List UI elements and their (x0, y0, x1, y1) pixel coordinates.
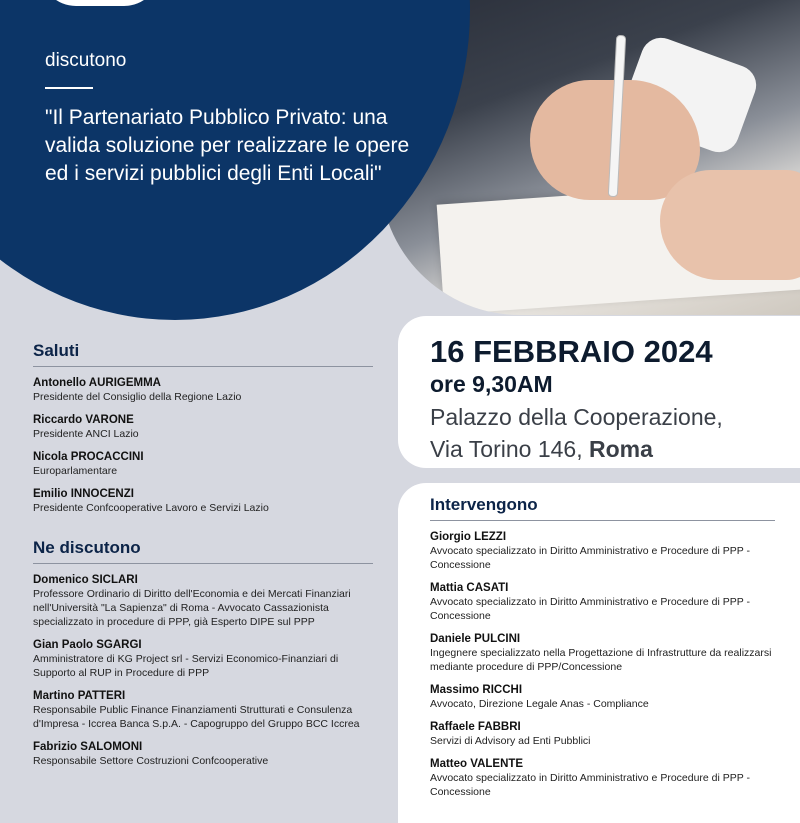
person-name: Matteo VALENTE (430, 758, 524, 770)
person-name: Daniele PULCINI (430, 633, 521, 645)
person-entry (430, 632, 775, 674)
resting-hand (660, 170, 800, 280)
person-name: Emilio INNOCENZI (33, 488, 134, 500)
address-street: Via Torino 146, (430, 436, 583, 462)
person-entry (33, 573, 373, 629)
left-column (33, 341, 373, 777)
divider (33, 563, 373, 564)
intervengono-heading: Intervengono (430, 495, 538, 514)
kicker-text: discutono (45, 50, 127, 71)
event-time: ore 9,30AM (430, 371, 553, 397)
ne-discutono-list (33, 573, 373, 768)
saluti-heading: Saluti (33, 341, 80, 360)
person-role: Presidente Confcooperative Lavoro e Servizi Lazio (33, 502, 269, 514)
person-name: Gian Paolo SGARGI (33, 639, 142, 651)
person-role: Servizi di Advisory ad Enti Pubblici (430, 735, 591, 747)
person-role: Europarlamentare (33, 465, 118, 477)
person-entry (430, 720, 775, 748)
person-entry (430, 581, 775, 623)
person-name: Mattia CASATI (430, 582, 509, 594)
address-city: Roma (589, 436, 653, 462)
person-name: Raffaele FABBRI (430, 721, 521, 733)
saluti-list (33, 376, 373, 515)
person-entry (33, 413, 373, 441)
divider (33, 366, 373, 367)
right-column (430, 495, 775, 808)
person-name: Nicola PROCACCINI (33, 451, 144, 463)
person-name: Fabrizio SALOMONI (33, 741, 143, 753)
event-title: "Il Partenariato Pubblico Privato: una valida soluzione per realizzare le opere ed i servizi pubblici degli Enti Locali" (45, 106, 410, 185)
person-role: Avvocato, Direzione Legale Anas - Compliance (430, 698, 649, 710)
person-role: Avvocato specializzato in Diritto Amministrativo e Procedure di PPP - Concessione (430, 596, 750, 622)
event-venue: Palazzo della Cooperazione, (430, 404, 723, 430)
person-name: Martino PATTERI (33, 690, 126, 702)
person-role: Responsabile Public Finance Finanziamenti Strutturati e Consulenza d'Impresa - Iccrea Banca S.p.A. - Capogruppo del Gruppo BCC Iccrea (33, 704, 360, 730)
person-role: Amministratore di KG Project srl - Servizi Economico-Finanziari di Supporto al RUP in Procedure di PPP (33, 653, 339, 679)
person-entry (33, 376, 373, 404)
person-name: Domenico SICLARI (33, 574, 138, 586)
person-name: Riccardo VARONE (33, 414, 134, 426)
person-name: Antonello AURIGEMMA (33, 377, 161, 389)
person-entry (430, 530, 775, 572)
person-entry (33, 740, 373, 768)
person-entry (430, 683, 775, 711)
person-role: Avvocato specializzato in Diritto Amministrativo e Procedure di PPP - Concessione (430, 545, 750, 571)
event-address (430, 436, 653, 463)
person-entry (33, 487, 373, 515)
person-role: Avvocato specializzato in Diritto Amministrativo e Procedure di PPP - Concessione (430, 772, 750, 798)
divider (430, 520, 775, 521)
person-entry (33, 689, 373, 731)
person-role: Ingegnere specializzato nella Progettazione di Infrastrutture da realizzarsi mediante procedure di PPP/Concessione (430, 647, 772, 673)
ne-discutono-heading: Ne discutono (33, 538, 141, 557)
person-role: Responsabile Settore Costruzioni Confcooperative (33, 755, 269, 767)
person-entry (33, 638, 373, 680)
person-role: Presidente del Consiglio della Regione Lazio (33, 391, 242, 403)
person-entry (33, 450, 373, 478)
kicker-underline (45, 87, 93, 89)
event-date: 16 FEBBRAIO 2024 (430, 334, 713, 369)
person-name: Massimo RICCHI (430, 684, 523, 696)
person-name: Giorgio LEZZI (430, 531, 507, 543)
intervengono-list (430, 530, 775, 799)
person-role: Professore Ordinario di Diritto dell'Economia e dei Mercati Finanziari nell'Università "La Sapienza" di Roma - Avvocato Cassazionista specializzato in procedure di PPP, già Esperto DIPE sul PPP (33, 588, 351, 628)
person-role: Presidente ANCI Lazio (33, 428, 139, 440)
person-entry (430, 757, 775, 799)
